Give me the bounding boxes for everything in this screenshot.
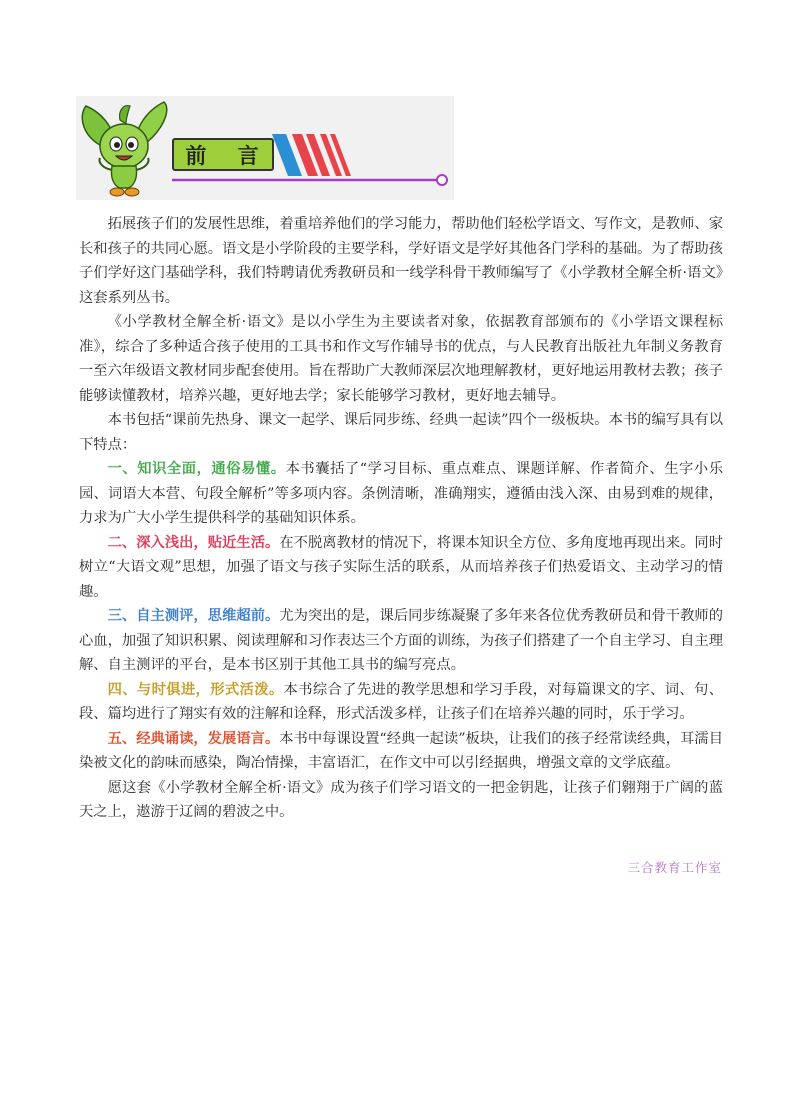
feature-heading: 一、知识全面，通俗易懂。 (107, 461, 286, 477)
paragraph-feature-2: 二、深入浅出，贴近生活。在不脱离教材的情况下，将课本知识全方位、多角度地再现出来。同时树立“大语文观”思想，加强了语文与孩子实际生活的联系，从而培养孩子们热爱语文、主动学习的情趣。 (79, 534, 724, 600)
feature-heading: 五、经典诵读，发展语言。 (107, 730, 280, 747)
feature-heading: 四、与时俱进，形式活泼。 (107, 681, 284, 698)
signature: 三合教育工作室 (627, 860, 722, 875)
decorative-stripes-icon (272, 134, 372, 176)
feature-heading: 二、深入浅出，贴近生活。 (107, 534, 280, 551)
page-title: 前 言 (172, 138, 274, 171)
paragraph-book-description: 《小学教材全解全析·语文》是以小学生为主要读者对象，依据教育部颁布的《小学语文课程标准》，综合了多种适合孩子使用的工具书和作文写作辅导书的优点，与人民教育出版社九年制义务教育一至六年级语文教材同步配套使用。旨在帮助广大教师深层次地理解教材，更好地运用教材去教；孩子能够读懂教材，培养兴趣，更好地去学；家长能够学习教材，更好地去辅导。 (79, 314, 723, 404)
paragraph-feature-1: 一、知识全面，通俗易懂。本书囊括了“学习目标、重点难点、课题详解、作者简介、生字小乐园、词语大本营、句段全解析”等多项内容。条例清晰，准确翔实，遵循由浅入深、由易到难的规律，力求为广大小学生提供科学的基础知识体系。 (79, 461, 723, 526)
paragraph-sections: 本书包括“课前先热身、课文一起学、课后同步练、经典一起读”四个一级板块。本书的编写具有以下特点： (79, 412, 723, 453)
paragraph-closing: 愿这套《小学教材全解全析·语文》成为孩子们学习语文的一把金钥匙，让孩子们翱翔于广阔的蓝天之上，遨游于辽阔的碧波之中。 (79, 779, 723, 820)
paragraph-feature-4: 四、与时俱进，形式活泼。本书综合了先进的教学思想和学习手段，对每篇课文的字、词、句、段、篇均进行了翔实有效的注解和诠释，形式活泼多样，让孩子们在培养兴趣的同时，乐于学习。 (79, 681, 723, 722)
paragraph-feature-3: 三、自主测评，思维超前。尤为突出的是，课后同步练凝聚了多年来各位优秀教研员和骨干教师的心血，加强了知识积累、阅读理解和习作表达三个方面的训练，为孩子们搭建了一个自主学习、自主理解、自主测评的平台，是本书区别于其他工具书的编写亮点。 (79, 608, 724, 673)
feature-heading: 三、自主测评，思维超前。 (107, 608, 280, 624)
leaf-mascot-icon (76, 96, 176, 200)
header-rule (172, 174, 450, 190)
paragraph-feature-5: 五、经典诵读，发展语言。本书中每课设置“经典一起读”板块，让我们的孩子经常读经典，耳濡目染被文化的韵味而感染，陶冶情操，丰富语汇，在作文中可以引经据典，增强文章的文学底蕴。 (79, 730, 723, 771)
preface-header (76, 96, 454, 200)
paragraph-intro: 拓展孩子们的发展性思维，着重培养他们的学习能力，帮助他们轻松学语文、写作文，是教师、家长和孩子的共同心愿。语文是小学阶段的主要学科，学好语文是学好其他各门学科的基础。为了帮助孩子们学好这门基础学科，我们特聘请优秀教研员和一线学科骨干教师编写了《小学教材全解全析·语文》这套系列丛书。 (79, 216, 723, 306)
preface-body (79, 212, 723, 825)
